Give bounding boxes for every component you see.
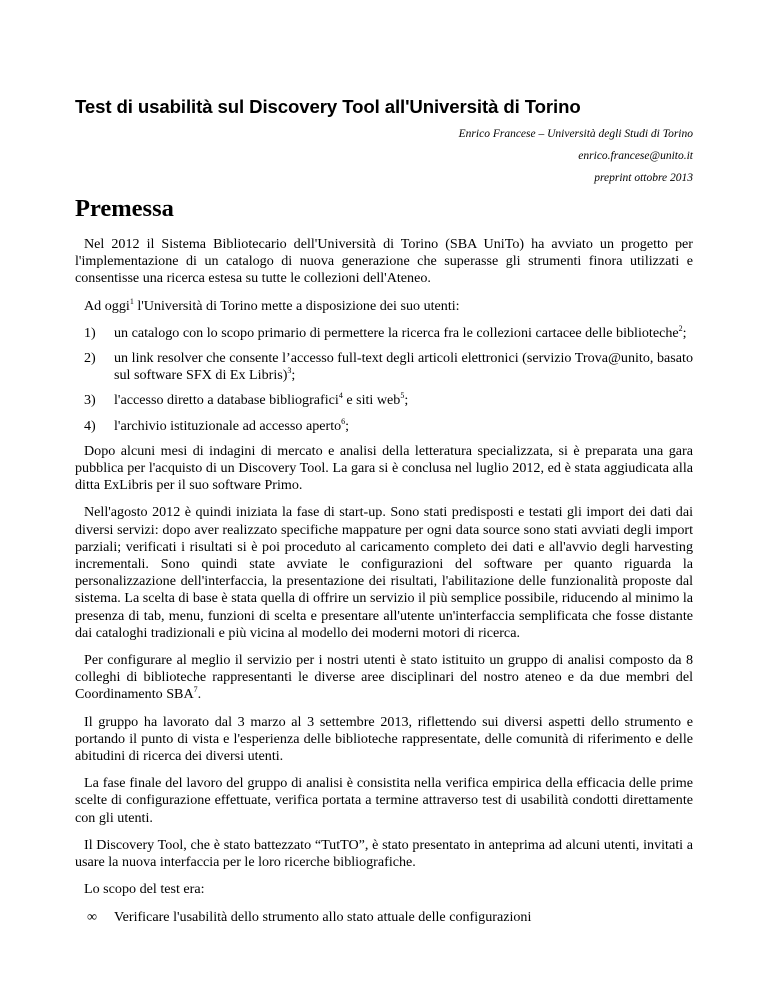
- preprint-date: preprint ottobre 2013: [594, 172, 693, 184]
- list-item-text: l'archivio istituzionale ad accesso aperto: [114, 417, 342, 434]
- paragraph-text: Per configurare al meglio il servizio per i nostri utenti è stato istituito un gruppo di analisi composto da 8 colleghi di biblioteche rappresentanti le diverse aree disciplinari del nostro ateneo e da due membri del Coordinamento SBA: [75, 652, 693, 703]
- paragraph: Il Discovery Tool, che è stato battezzato “TutTO”, è stato presentato in anteprima ad alcuni utenti, invitati a usare la nuova interfaccia per le loro ricerche bibliografiche.: [75, 836, 693, 871]
- list-number: 4): [84, 417, 96, 434]
- list-item-punct: ;: [404, 392, 409, 409]
- paragraph: Lo scopo del test era:: [84, 881, 205, 898]
- list-item-text: e siti web: [342, 392, 401, 409]
- paragraph: Nel 2012 il Sistema Bibliotecario dell'Università di Torino (SBA UniTo) ha avviato un progetto per l'implementazione di un catalogo di nuova generazione che superasse gli strumenti finora utilizzati e consentisse una ricerca estesa su tutte le collezioni dell'Ateneo.: [75, 236, 693, 287]
- list-number: 1): [84, 324, 96, 341]
- author-line: Enrico Francese – Università degli Studi di Torino: [458, 128, 693, 140]
- document-body: [75, 236, 693, 926]
- list-item: [75, 909, 693, 926]
- bullet-list: [75, 909, 693, 926]
- author-email: enrico.francese@unito.it: [578, 150, 693, 162]
- numbered-list: [75, 325, 693, 435]
- section-heading: Premessa: [75, 195, 174, 222]
- list-item: [75, 392, 693, 409]
- paragraph: Nell'agosto 2012 è quindi iniziata la fase di start-up. Sono stati predisposti e testati gli import dei dati dai diversi servizi: dopo aver realizzato specifiche mappature per ogni data source sono stati avviati degli import parziali; verificati i risultati si è poi proceduto al caricamento completo dei dati e all'avvio degli harvesting incrementali. Sono quindi state avviate le configurazioni del software per quanto riguarda la personalizzazione dell'interfaccia, la presentazione dei risultati, l'abilitazione delle funzionalità proposte dal sistema. La scelta di base è stata quella di offrire un servizio il più semplice possibile, riducendo al minimo la presenza di tab, menu, funzioni di scelta e presentare all'utente un'interfaccia semplificata che fosse distante dai cataloghi tradizionali e più vicina al modello dei moderni motori di ricerca.: [75, 504, 693, 641]
- list-item-text: un catalogo con lo scopo primario di permettere la ricerca fra le collezioni cartacee delle biblioteche: [114, 324, 679, 341]
- list-item: [75, 350, 693, 384]
- list-item-punct: ;: [291, 367, 296, 384]
- paragraph: Il gruppo ha lavorato dal 3 marzo al 3 settembre 2013, riflettendo sui diversi aspetti dello strumento e portando il punto di vista e l'esperienza delle biblioteche rappresentate, delle comunità di riferimento e delle abitudini di ricerca dei diversi utenti.: [75, 713, 693, 765]
- list-item-text: Verificare l'usabilità dello strumento allo stato attuale delle configurazioni: [114, 908, 532, 925]
- paragraph-text: Ad oggi: [84, 297, 130, 314]
- paragraph: Dopo alcuni mesi di indagini di mercato e analisi della letteratura specializzata, si è preparata una gara pubblica per l'acquisto di un Discovery Tool. La gara si è conclusa nel luglio 2012, ed è stata aggiudicata alla ditta ExLibris per il suo software Primo.: [75, 442, 693, 494]
- footnote-ref: 1: [129, 296, 134, 306]
- list-item-text: l'accesso diretto a database bibliografici: [114, 392, 339, 409]
- footnote-ref: 2: [678, 323, 683, 333]
- list-item-punct: ;: [682, 324, 687, 341]
- footnote-ref: 4: [338, 391, 343, 401]
- list-item-punct: ;: [345, 417, 350, 434]
- paragraph: La fase finale del lavoro del gruppo di analisi è consistita nella verifica empirica della efficacia delle prime scelte di configurazione effettuate, verifica portata a termine attraverso test di usabilità condotti direttamente con gli utenti.: [75, 775, 693, 826]
- list-item-text: un link resolver che consente l’accesso full-text degli articoli elettronici (servizio Trova@unito, basato sul software SFX di Ex Libris): [114, 350, 693, 384]
- document-title: Test di usabilità sul Discovery Tool all'Università di Torino: [75, 96, 581, 117]
- paragraph: [75, 652, 693, 704]
- footnote-ref: 7: [193, 685, 198, 695]
- list-item: [75, 418, 693, 435]
- paragraph-punct: .: [197, 686, 202, 703]
- list-number: 2): [84, 350, 96, 367]
- list-item: [75, 325, 693, 342]
- footnote-ref: 5: [400, 391, 405, 401]
- paragraph: [75, 298, 693, 315]
- footnote-ref: 6: [341, 416, 346, 426]
- footnote-ref: 3: [287, 366, 292, 376]
- paragraph-text: l'Università di Torino mette a disposizione dei suo utenti:: [133, 297, 460, 314]
- bullet-symbol: ∞: [87, 908, 98, 925]
- list-number: 3): [84, 392, 96, 409]
